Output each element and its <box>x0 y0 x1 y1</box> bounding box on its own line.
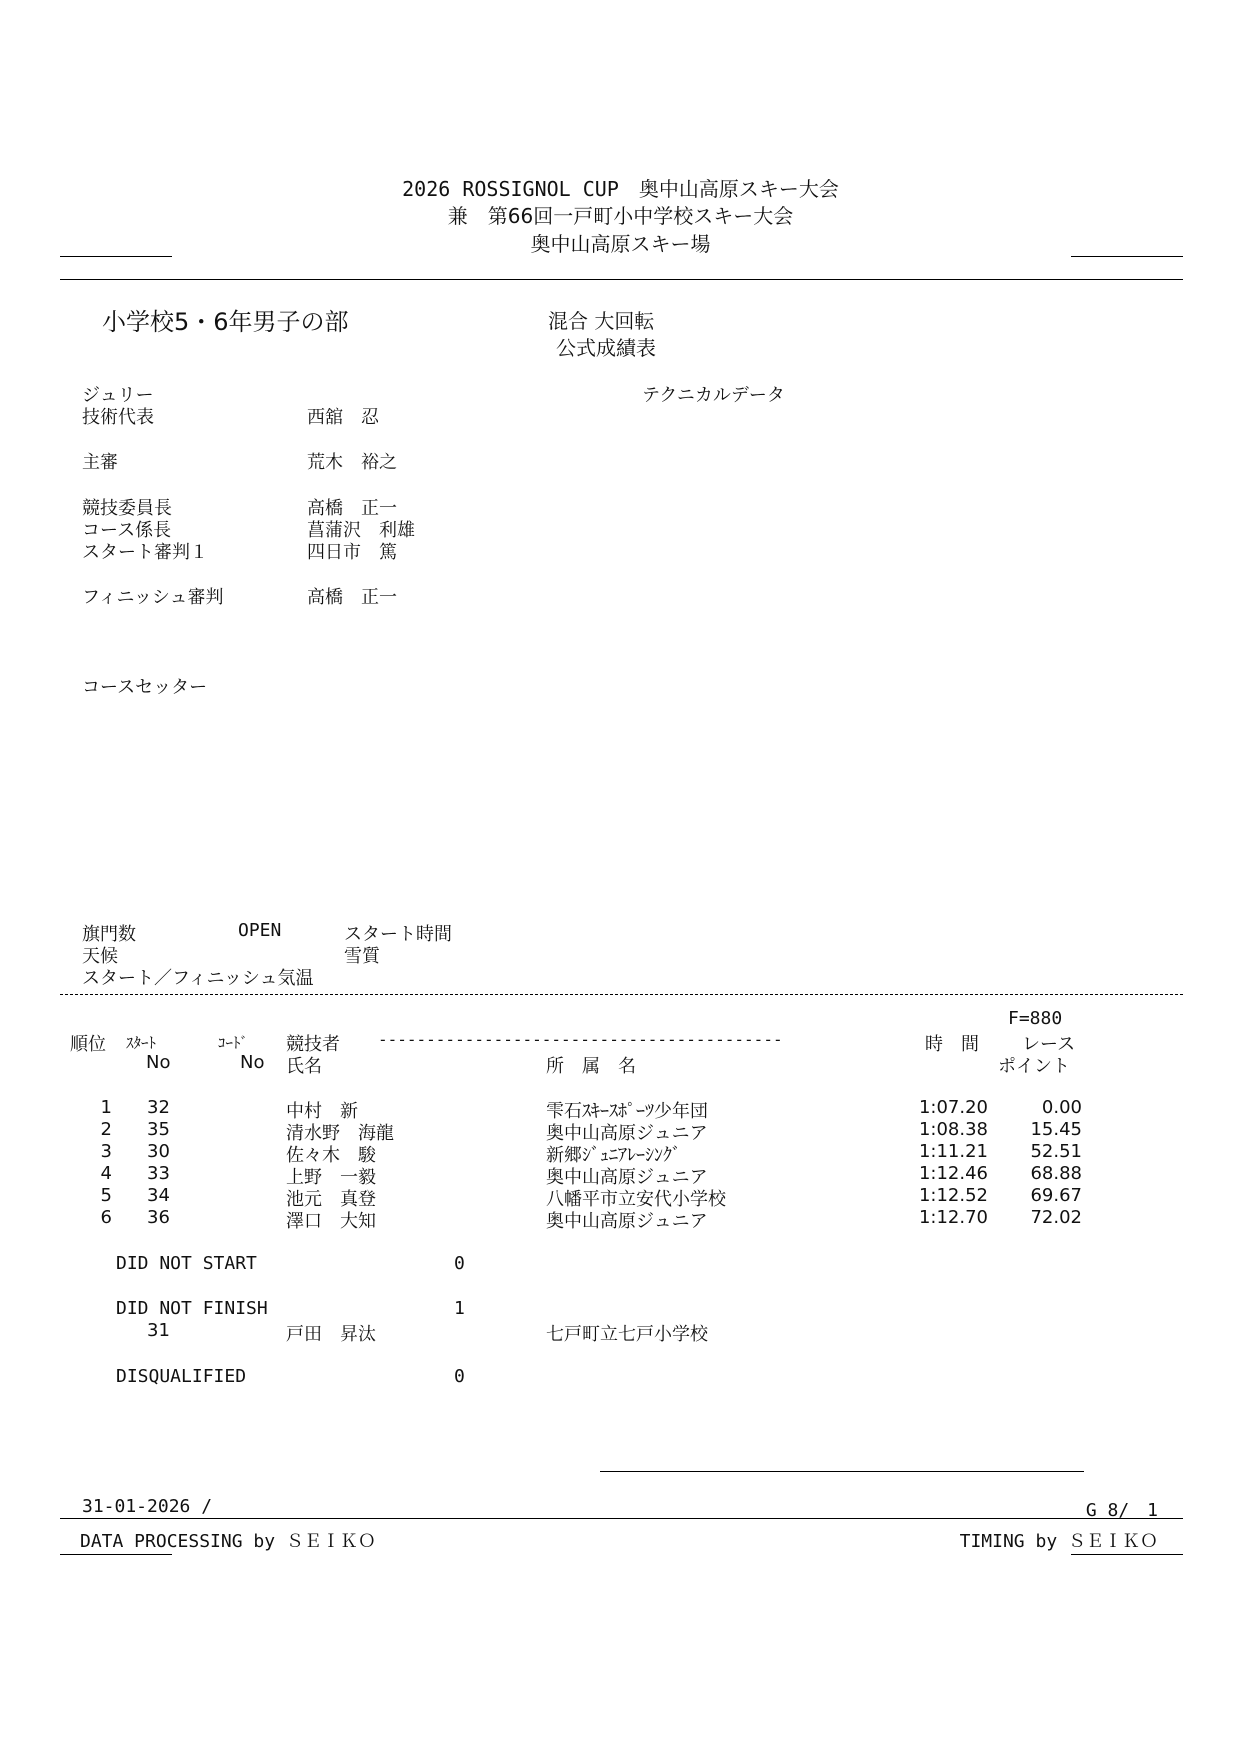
event-title: 混合 大回転 <box>548 309 655 333</box>
jury-role: スタート審判１ <box>82 542 208 563</box>
f-value: F=880 <box>1008 1008 1063 1029</box>
race-points: 68.88 <box>1030 1163 1082 1184</box>
column-start: ｽﾀｰﾄ <box>126 1034 157 1052</box>
table-row <box>0 1141 1241 1166</box>
column-code: ｺｰﾄﾞ <box>218 1034 249 1052</box>
document-type: 公式成績表 <box>556 336 656 360</box>
column-time: 時 間 <box>925 1034 979 1055</box>
race-time: 1:08.38 <box>918 1119 988 1140</box>
footer-timing: TIMING by ＳＥＩＫＯ <box>959 1531 1158 1552</box>
bib: 34 <box>147 1185 170 1206</box>
table-row <box>0 1185 1241 1210</box>
table-row <box>0 1163 1241 1188</box>
footer-right-rule <box>1071 1554 1183 1555</box>
rank: 4 <box>100 1163 112 1184</box>
club-name: 雫石ｽｷｰｽﾎﾟｰﾂ少年団 <box>546 1101 708 1122</box>
header-line-1: 2026 ROSSIGNOL CUP 奥中山高原スキー大会 <box>402 177 839 201</box>
dsq-count: 0 <box>454 1366 465 1387</box>
competitor-name: 澤口 大知 <box>286 1211 376 1232</box>
footer-page: G 8/ 1 <box>1085 1500 1158 1521</box>
jury-name: 高橋 正一 <box>307 498 397 519</box>
club-name: 新郷ｼﾞｭﾆｱﾚｰｼﾝｸﾞ <box>546 1145 681 1166</box>
header-right-rule <box>1071 256 1183 257</box>
race-points: 0.00 <box>1041 1097 1082 1118</box>
footer-data-processing: DATA PROCESSING by ＳＥＩＫＯ <box>80 1531 376 1552</box>
column-code-no: No <box>240 1052 265 1073</box>
race-time: 1:07.20 <box>918 1097 988 1118</box>
club-name: 奥中山高原ジュニア <box>546 1123 708 1144</box>
technical-data-title: テクニカルデータ <box>642 385 785 406</box>
dnf-row <box>0 1320 1241 1345</box>
competitor-name: 上野 一毅 <box>286 1167 376 1188</box>
snow-label: 雪質 <box>344 946 380 967</box>
column-name: 氏名 <box>286 1056 322 1077</box>
bib: 31 <box>147 1320 170 1341</box>
bib: 35 <box>147 1119 170 1140</box>
column-rank: 順位 <box>70 1034 106 1055</box>
club-name: 七戸町立七戸小学校 <box>546 1324 708 1345</box>
dns-label: DID NOT START <box>116 1253 257 1274</box>
race-points: 72.02 <box>1030 1207 1082 1228</box>
section-divider <box>60 994 1183 995</box>
jury-name: 菖蒲沢 利雄 <box>307 520 415 541</box>
bib: 32 <box>147 1097 170 1118</box>
jury-role: コース係長 <box>82 520 172 541</box>
dnf-label: DID NOT FINISH <box>116 1298 268 1319</box>
jury-name: 四日市 篤 <box>307 542 397 563</box>
header-line-3: 奥中山高原スキー場 <box>530 232 711 256</box>
jury-role: 競技委員長 <box>82 498 172 519</box>
competitor-name: 戸田 昇汰 <box>286 1324 376 1345</box>
race-points: 52.51 <box>1030 1141 1082 1162</box>
competitor-name: 池元 真登 <box>286 1189 376 1210</box>
gates-label: 旗門数 <box>82 924 136 945</box>
footer-date: 31-01-2026 / <box>82 1496 213 1517</box>
header-divider <box>60 279 1183 280</box>
start-time-label: スタート時間 <box>344 924 452 945</box>
race-time: 1:11.21 <box>918 1141 988 1162</box>
rank: 5 <box>100 1185 112 1206</box>
competitor-name: 清水野 海龍 <box>286 1123 394 1144</box>
dns-count: 0 <box>454 1253 465 1274</box>
course-setter-label: コースセッター <box>82 677 208 698</box>
race-time: 1:12.52 <box>918 1185 988 1206</box>
column-race: レース <box>1022 1034 1076 1055</box>
club-name: 奥中山高原ジュニア <box>546 1211 708 1232</box>
competitor-name: 佐々木 駿 <box>286 1145 376 1166</box>
table-row <box>0 1097 1241 1122</box>
jury-role: フィニッシュ審判 <box>82 587 224 608</box>
column-competitor: 競技者 <box>286 1034 340 1055</box>
header-line-2: 兼 第66回一戸町小中学校スキー大会 <box>447 204 794 228</box>
rank: 1 <box>100 1097 112 1118</box>
footer-divider <box>60 1518 1183 1519</box>
jury-role: 技術代表 <box>82 407 154 428</box>
jury-name: 高橋 正一 <box>307 587 397 608</box>
gates-value: OPEN <box>238 920 282 941</box>
column-start-no: No <box>146 1052 171 1073</box>
jury-name: 西舘 忍 <box>307 407 379 428</box>
signature-line <box>600 1471 1084 1472</box>
club-name: 奥中山高原ジュニア <box>546 1167 708 1188</box>
weather-label: 天候 <box>82 946 118 967</box>
footer-left-rule <box>60 1554 172 1555</box>
club-name: 八幡平市立安代小学校 <box>546 1189 726 1210</box>
column-points: ポイント <box>998 1056 1070 1077</box>
table-row <box>0 1119 1241 1144</box>
table-row <box>0 1207 1241 1232</box>
dsq-label: DISQUALIFIED <box>116 1366 247 1387</box>
race-time: 1:12.70 <box>918 1207 988 1228</box>
competitor-name: 中村 新 <box>286 1101 358 1122</box>
header-left-rule <box>60 256 172 257</box>
column-club: 所 属 名 <box>546 1056 636 1077</box>
jury-name: 荒木 裕之 <box>307 452 397 473</box>
bib: 30 <box>147 1141 170 1162</box>
dnf-count: 1 <box>454 1298 465 1319</box>
race-points: 15.45 <box>1030 1119 1082 1140</box>
rank: 2 <box>100 1119 112 1140</box>
jury-title: ジュリー <box>82 385 154 406</box>
race-points: 69.67 <box>1030 1185 1082 1206</box>
rank: 6 <box>100 1207 112 1228</box>
race-time: 1:12.46 <box>918 1163 988 1184</box>
jury-role: 主審 <box>82 452 118 473</box>
category-title: 小学校5・6年男子の部 <box>102 308 349 336</box>
column-dashes: ------------------------------------------ <box>378 1030 783 1049</box>
bib: 33 <box>147 1163 170 1184</box>
rank: 3 <box>100 1141 112 1162</box>
temperature-label: スタート／フィニッシュ気温 <box>82 968 314 989</box>
bib: 36 <box>147 1207 170 1228</box>
